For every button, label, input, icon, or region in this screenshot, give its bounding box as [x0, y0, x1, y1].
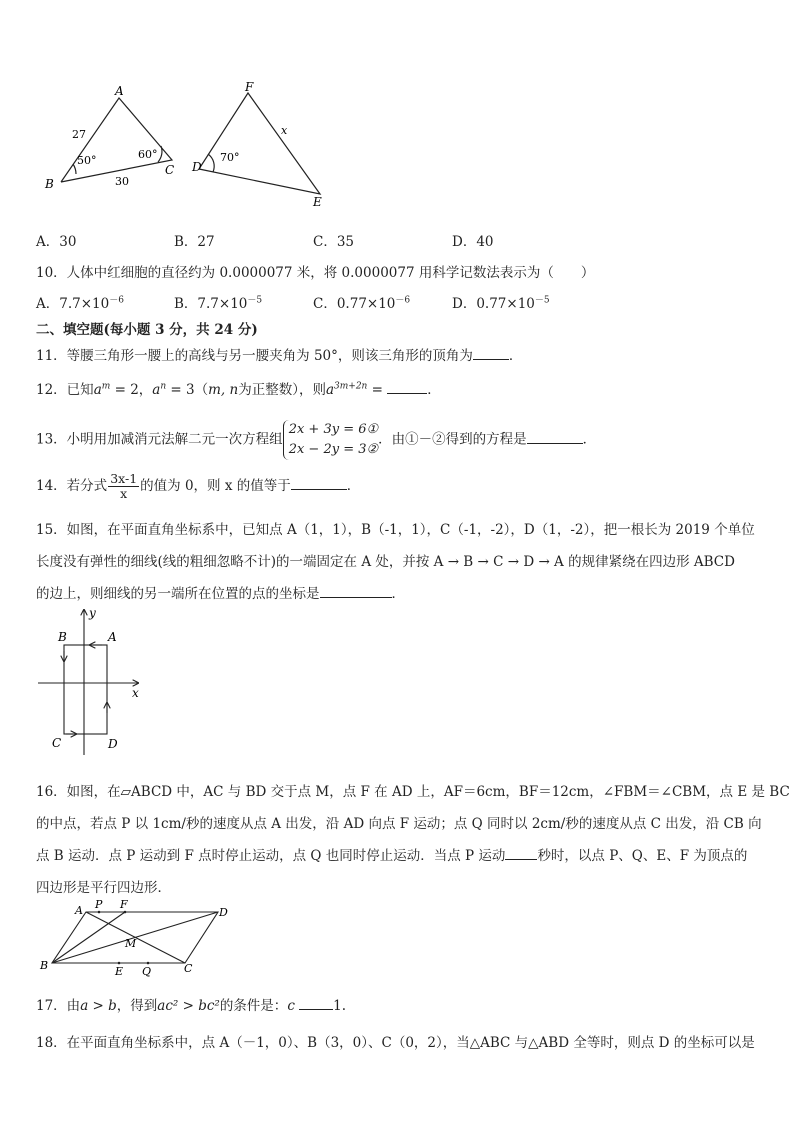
- label-x: x: [132, 686, 139, 700]
- label-c: C: [184, 962, 193, 975]
- q9-option-c: C．35: [313, 234, 355, 250]
- fraction: $\frac{3x-1}{x}$: [110, 471, 138, 501]
- q15-line3: 的边上，则细线的另一端所在位置的点的坐标是 ．: [36, 582, 405, 602]
- q9-option-b: B．27: [174, 234, 215, 250]
- label-b: B: [40, 959, 49, 972]
- q16-blank[interactable]: [505, 845, 537, 860]
- q10-text: 10．人体中红细胞的直径约为 0.0000077 米，将 0.0000077 用科学记数法表示为（ ）: [36, 265, 595, 281]
- q12-blank[interactable]: [387, 379, 427, 394]
- angle-c-label: 60°: [138, 148, 158, 161]
- segment-bf: [52, 912, 125, 963]
- label-d: D: [219, 906, 228, 919]
- q9-triangles-figure: [30, 78, 350, 213]
- label-b: B: [45, 177, 54, 191]
- q15-coordinate-figure: [36, 605, 146, 760]
- angle-d-arc: [208, 154, 214, 172]
- angle-c-arc: [158, 146, 162, 162]
- q16-line4: 四边形是平行四边形．: [36, 880, 171, 896]
- q13-blank[interactable]: [527, 429, 583, 444]
- label-c: C: [165, 163, 175, 177]
- rectangle-abcd: [64, 645, 107, 734]
- section-title: 二、填空题(每小题 3 分，共 24 分): [36, 322, 258, 338]
- label-m: M: [125, 937, 137, 950]
- q16-line2: 的中点，若点 P 以 1cm/秒的速度从点 A 出发，沿 AD 向点 F 运动；点 Q 同时以 2cm/秒的速度从点 C 出发，沿 CB 向: [36, 816, 762, 832]
- q17-blank[interactable]: [299, 995, 333, 1010]
- q14-blank[interactable]: [291, 475, 347, 490]
- label-a: A: [115, 84, 124, 98]
- label-p: P: [95, 898, 103, 911]
- q10-option-a: A．$7.7\times 10^{-6}$: [36, 295, 124, 312]
- angle-d-label: 70°: [220, 151, 240, 164]
- q16-line1: 16．如图，在▱ABCD 中，AC 与 BD 交于点 M，点 F 在 AD 上，AF＝6cm，BF＝12cm，∠FBM＝∠CBM，点 E 是 BC: [36, 784, 790, 800]
- q16-line3: 点 B 运动．点 P 运动到 F 点时停止运动，点 Q 也同时停止运动．当点 P 运动 秒时，以点 P、Q、E、F 为顶点的: [36, 844, 747, 864]
- q17: 17．由a > b，得到ac² > bc²的条件是：c 1.: [36, 994, 346, 1014]
- label-d: D: [192, 160, 202, 174]
- label-q: Q: [142, 965, 152, 978]
- q15-line2: 长度没有弹性的细线(线的粗细忽略不计)的一端固定在 A 处，并按 A → B → C → D → A 的规律紧绕在四边形 ABCD: [36, 554, 735, 570]
- label-d: D: [108, 737, 118, 751]
- side-x-label: x: [281, 124, 288, 137]
- q11: 11．等腰三角形一腰上的高线与另一腰夹角为 50°，则该三角形的顶角为 ．: [36, 344, 522, 364]
- q9-option-d: D．40: [452, 234, 494, 250]
- q18: 18．在平面直角坐标系中，点 A（－1，0）、B（3，0）、C（0，2），当△ABC 与△ABD 全等时，则点 D 的坐标可以是: [36, 1035, 755, 1051]
- q15-blank[interactable]: [320, 583, 392, 598]
- q13: 13．小明用加减消元法解二元一次方程组 2x + 3y = 6① 2x − 2y = 3② ．由①－②得到的方程是 ．: [36, 420, 596, 460]
- angle-b-arc: [73, 164, 76, 174]
- q9-option-a: A．30: [36, 234, 77, 250]
- label-b: B: [58, 630, 67, 644]
- label-f: F: [245, 80, 254, 94]
- q12: 12．已知$a^m = 2$，$a^n = 3(m$, n为正整数），则$a^{3m+2n}$ = ．: [36, 378, 441, 398]
- side-ab-label: 27: [72, 128, 86, 141]
- label-e: E: [115, 965, 124, 978]
- q11-blank[interactable]: [473, 345, 509, 360]
- label-y: y: [89, 606, 96, 620]
- label-a: A: [108, 630, 117, 644]
- label-e: E: [313, 195, 322, 209]
- triangle-def: [199, 93, 320, 194]
- q10-option-d: D．$0.77\times 10^{-5}$: [452, 295, 550, 312]
- label-a: A: [75, 904, 83, 917]
- q14: 14．若分式 $\frac{3x-1}{x}$ 的值为 0，则 x 的值等于 ．: [36, 471, 361, 501]
- label-f: F: [120, 898, 128, 911]
- equation-system: 2x + 3y = 6① 2x − 2y = 3②: [283, 420, 378, 460]
- side-bc-label: 30: [115, 175, 129, 188]
- q16-parallelogram-figure: [30, 897, 240, 979]
- label-c: C: [52, 736, 62, 750]
- angle-b-label: 50°: [77, 154, 97, 167]
- q10-option-c: C．$0.77\times 10^{-6}$: [313, 295, 411, 312]
- q15-line1: 15．如图，在平面直角坐标系中，已知点 A（1，1），B（-1，1），C（-1，-2），D（1，-2），把一根长为 2019 个单位: [36, 522, 755, 538]
- q10-option-b: B．$7.7\times 10^{-5}$: [174, 295, 263, 312]
